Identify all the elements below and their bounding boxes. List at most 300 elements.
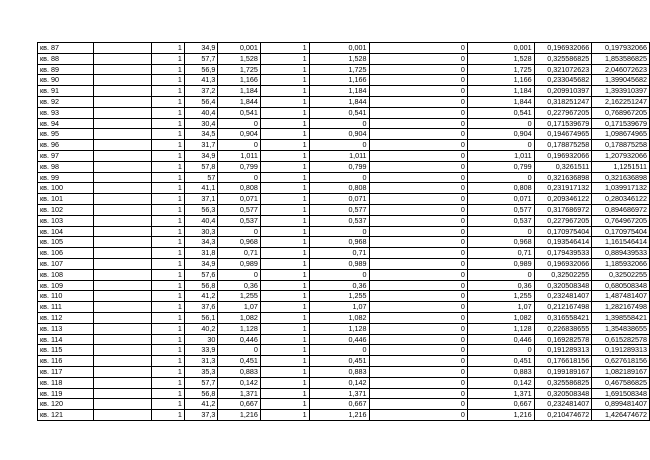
cell-val-a[interactable]: 0,904 <box>218 129 260 140</box>
cell-val-b[interactable]: 0 <box>309 269 369 280</box>
cell-val-a[interactable]: 0,799 <box>218 161 260 172</box>
cell-total[interactable]: 0,889439533 <box>592 248 650 259</box>
cell-blank[interactable] <box>94 345 151 356</box>
cell-apartment[interactable]: кв. 120 <box>38 399 94 410</box>
cell-val-d[interactable]: 1,528 <box>467 53 534 64</box>
cell-val-a[interactable]: 1,216 <box>218 410 260 421</box>
cell-val-b[interactable]: 0,883 <box>309 366 369 377</box>
cell-total[interactable]: 1,691508348 <box>592 388 650 399</box>
cell-val-b[interactable]: 0,577 <box>309 204 369 215</box>
cell-total[interactable]: 0,197932066 <box>592 43 650 54</box>
cell-val-c[interactable]: 0 <box>369 399 467 410</box>
cell-count[interactable]: 1 <box>151 75 184 86</box>
cell-share[interactable]: 0,171539679 <box>534 118 592 129</box>
cell-share[interactable]: 0,318251247 <box>534 96 592 107</box>
cell-share[interactable]: 0,226838655 <box>534 323 592 334</box>
cell-apartment[interactable]: кв. 99 <box>38 172 94 183</box>
cell-apartment[interactable]: кв. 97 <box>38 150 94 161</box>
cell-total[interactable]: 1,039917132 <box>592 183 650 194</box>
cell-blank[interactable] <box>94 258 151 269</box>
cell-count[interactable]: 1 <box>151 194 184 205</box>
cell-count[interactable]: 1 <box>151 215 184 226</box>
cell-blank[interactable] <box>94 226 151 237</box>
cell-apartment[interactable]: кв. 101 <box>38 194 94 205</box>
cell-val-b[interactable]: 0,71 <box>309 248 369 259</box>
cell-val-d[interactable]: 0,968 <box>467 237 534 248</box>
cell-val-c[interactable]: 0 <box>369 96 467 107</box>
cell-total[interactable]: 0,280346122 <box>592 194 650 205</box>
cell-area[interactable]: 31,3 <box>184 356 218 367</box>
cell-val-c[interactable]: 0 <box>369 258 467 269</box>
cell-count[interactable]: 1 <box>151 183 184 194</box>
cell-area[interactable]: 37,3 <box>184 410 218 421</box>
cell-blank[interactable] <box>94 280 151 291</box>
cell-blank[interactable] <box>94 150 151 161</box>
cell-count[interactable]: 1 <box>151 280 184 291</box>
cell-apartment[interactable]: кв. 90 <box>38 75 94 86</box>
cell-coef[interactable]: 1 <box>260 388 309 399</box>
cell-coef[interactable]: 1 <box>260 302 309 313</box>
cell-coef[interactable]: 1 <box>260 53 309 64</box>
cell-count[interactable]: 1 <box>151 226 184 237</box>
cell-share[interactable]: 0,169282578 <box>534 334 592 345</box>
cell-val-a[interactable]: 1,725 <box>218 64 260 75</box>
cell-val-b[interactable]: 1,128 <box>309 323 369 334</box>
cell-total[interactable]: 0,32502255 <box>592 269 650 280</box>
cell-val-d[interactable]: 0,446 <box>467 334 534 345</box>
cell-apartment[interactable]: кв. 92 <box>38 96 94 107</box>
cell-val-c[interactable]: 0 <box>369 129 467 140</box>
cell-val-d[interactable]: 1,255 <box>467 291 534 302</box>
cell-val-a[interactable]: 0 <box>218 226 260 237</box>
cell-coef[interactable]: 1 <box>260 194 309 205</box>
cell-val-b[interactable]: 0,36 <box>309 280 369 291</box>
cell-area[interactable]: 34,9 <box>184 258 218 269</box>
cell-val-c[interactable]: 0 <box>369 366 467 377</box>
cell-count[interactable]: 1 <box>151 291 184 302</box>
cell-total[interactable]: 0,467586825 <box>592 377 650 388</box>
cell-val-c[interactable]: 0 <box>369 118 467 129</box>
cell-area[interactable]: 57 <box>184 172 218 183</box>
cell-blank[interactable] <box>94 237 151 248</box>
cell-count[interactable]: 1 <box>151 312 184 323</box>
cell-blank[interactable] <box>94 291 151 302</box>
cell-coef[interactable]: 1 <box>260 172 309 183</box>
cell-area[interactable]: 57,7 <box>184 53 218 64</box>
cell-blank[interactable] <box>94 204 151 215</box>
cell-blank[interactable] <box>94 129 151 140</box>
cell-share[interactable]: 0,210474672 <box>534 410 592 421</box>
cell-count[interactable]: 1 <box>151 388 184 399</box>
cell-val-a[interactable]: 0,71 <box>218 248 260 259</box>
cell-apartment[interactable]: кв. 109 <box>38 280 94 291</box>
cell-val-c[interactable]: 0 <box>369 204 467 215</box>
cell-total[interactable]: 0,680508348 <box>592 280 650 291</box>
cell-count[interactable]: 1 <box>151 366 184 377</box>
cell-count[interactable]: 1 <box>151 107 184 118</box>
cell-total[interactable]: 1,354838655 <box>592 323 650 334</box>
cell-apartment[interactable]: кв. 112 <box>38 312 94 323</box>
cell-share[interactable]: 0,199189167 <box>534 366 592 377</box>
cell-val-a[interactable]: 0,968 <box>218 237 260 248</box>
cell-val-b[interactable]: 0,989 <box>309 258 369 269</box>
cell-share[interactable]: 0,170975404 <box>534 226 592 237</box>
cell-val-a[interactable]: 0 <box>218 140 260 151</box>
cell-val-b[interactable]: 0 <box>309 140 369 151</box>
cell-blank[interactable] <box>94 118 151 129</box>
cell-coef[interactable]: 1 <box>260 312 309 323</box>
cell-total[interactable]: 0,615282578 <box>592 334 650 345</box>
cell-val-b[interactable]: 0,667 <box>309 399 369 410</box>
cell-total[interactable]: 2,162251247 <box>592 96 650 107</box>
cell-blank[interactable] <box>94 269 151 280</box>
cell-coef[interactable]: 1 <box>260 345 309 356</box>
cell-val-d[interactable]: 0,071 <box>467 194 534 205</box>
cell-val-a[interactable]: 0,883 <box>218 366 260 377</box>
cell-val-d[interactable]: 1,725 <box>467 64 534 75</box>
cell-val-c[interactable]: 0 <box>369 345 467 356</box>
cell-val-d[interactable]: 0,537 <box>467 215 534 226</box>
cell-count[interactable]: 1 <box>151 356 184 367</box>
cell-coef[interactable]: 1 <box>260 334 309 345</box>
cell-apartment[interactable]: кв. 103 <box>38 215 94 226</box>
cell-coef[interactable]: 1 <box>260 377 309 388</box>
cell-blank[interactable] <box>94 248 151 259</box>
cell-share[interactable]: 0,233045682 <box>534 75 592 86</box>
cell-apartment[interactable]: кв. 115 <box>38 345 94 356</box>
cell-total[interactable]: 1,426474672 <box>592 410 650 421</box>
cell-val-a[interactable]: 0 <box>218 118 260 129</box>
cell-apartment[interactable]: кв. 116 <box>38 356 94 367</box>
cell-val-a[interactable]: 1,528 <box>218 53 260 64</box>
cell-area[interactable]: 30,3 <box>184 226 218 237</box>
cell-val-b[interactable]: 0,451 <box>309 356 369 367</box>
cell-val-b[interactable]: 1,082 <box>309 312 369 323</box>
cell-apartment[interactable]: кв. 88 <box>38 53 94 64</box>
cell-blank[interactable] <box>94 323 151 334</box>
cell-val-c[interactable]: 0 <box>369 161 467 172</box>
cell-area[interactable]: 40,2 <box>184 323 218 334</box>
cell-count[interactable]: 1 <box>151 53 184 64</box>
cell-count[interactable]: 1 <box>151 377 184 388</box>
cell-val-a[interactable]: 0 <box>218 269 260 280</box>
cell-share[interactable]: 0,227967205 <box>534 107 592 118</box>
cell-apartment[interactable]: кв. 94 <box>38 118 94 129</box>
cell-share[interactable]: 0,194674965 <box>534 129 592 140</box>
cell-blank[interactable] <box>94 302 151 313</box>
cell-val-d[interactable]: 1,371 <box>467 388 534 399</box>
cell-apartment[interactable]: кв. 117 <box>38 366 94 377</box>
cell-val-a[interactable]: 1,128 <box>218 323 260 334</box>
cell-val-a[interactable]: 1,371 <box>218 388 260 399</box>
cell-total[interactable]: 1,207932066 <box>592 150 650 161</box>
cell-share[interactable]: 0,178875258 <box>534 140 592 151</box>
cell-val-c[interactable]: 0 <box>369 377 467 388</box>
cell-total[interactable]: 0,899481407 <box>592 399 650 410</box>
cell-count[interactable]: 1 <box>151 150 184 161</box>
cell-val-b[interactable]: 0,142 <box>309 377 369 388</box>
cell-coef[interactable]: 1 <box>260 258 309 269</box>
cell-coef[interactable]: 1 <box>260 96 309 107</box>
cell-val-a[interactable]: 1,166 <box>218 75 260 86</box>
cell-val-a[interactable]: 0,577 <box>218 204 260 215</box>
cell-val-c[interactable]: 0 <box>369 194 467 205</box>
cell-val-b[interactable]: 0 <box>309 345 369 356</box>
cell-apartment[interactable]: кв. 107 <box>38 258 94 269</box>
cell-count[interactable]: 1 <box>151 302 184 313</box>
cell-share[interactable]: 0,325586825 <box>534 53 592 64</box>
cell-val-d[interactable]: 1,844 <box>467 96 534 107</box>
cell-val-b[interactable]: 1,216 <box>309 410 369 421</box>
cell-apartment[interactable]: кв. 93 <box>38 107 94 118</box>
cell-total[interactable]: 0,191289313 <box>592 345 650 356</box>
cell-val-b[interactable]: 1,011 <box>309 150 369 161</box>
cell-coef[interactable]: 1 <box>260 215 309 226</box>
cell-val-c[interactable]: 0 <box>369 172 467 183</box>
cell-share[interactable]: 0,176618156 <box>534 356 592 367</box>
cell-share[interactable]: 0,320508348 <box>534 388 592 399</box>
cell-coef[interactable]: 1 <box>260 269 309 280</box>
cell-coef[interactable]: 1 <box>260 399 309 410</box>
cell-area[interactable]: 56,3 <box>184 204 218 215</box>
cell-val-d[interactable]: 0 <box>467 269 534 280</box>
cell-count[interactable]: 1 <box>151 140 184 151</box>
cell-apartment[interactable]: кв. 104 <box>38 226 94 237</box>
cell-total[interactable]: 0,178875258 <box>592 140 650 151</box>
cell-count[interactable]: 1 <box>151 269 184 280</box>
cell-val-a[interactable]: 0,451 <box>218 356 260 367</box>
cell-total[interactable]: 1,098674965 <box>592 129 650 140</box>
cell-total[interactable]: 1,161546414 <box>592 237 650 248</box>
cell-val-d[interactable]: 0,799 <box>467 161 534 172</box>
cell-coef[interactable]: 1 <box>260 291 309 302</box>
cell-apartment[interactable]: кв. 119 <box>38 388 94 399</box>
cell-total[interactable]: 1,082189167 <box>592 366 650 377</box>
cell-share[interactable]: 0,193546414 <box>534 237 592 248</box>
cell-area[interactable]: 33,9 <box>184 345 218 356</box>
cell-count[interactable]: 1 <box>151 248 184 259</box>
cell-val-b[interactable]: 1,184 <box>309 86 369 97</box>
cell-val-c[interactable]: 0 <box>369 388 467 399</box>
cell-val-a[interactable]: 0,537 <box>218 215 260 226</box>
cell-apartment[interactable]: кв. 121 <box>38 410 94 421</box>
cell-total[interactable]: 2,046072623 <box>592 64 650 75</box>
cell-coef[interactable]: 1 <box>260 280 309 291</box>
cell-count[interactable]: 1 <box>151 258 184 269</box>
cell-val-b[interactable]: 0,071 <box>309 194 369 205</box>
cell-count[interactable]: 1 <box>151 96 184 107</box>
cell-val-d[interactable]: 1,07 <box>467 302 534 313</box>
cell-val-a[interactable]: 1,07 <box>218 302 260 313</box>
cell-apartment[interactable]: кв. 110 <box>38 291 94 302</box>
cell-apartment[interactable]: кв. 100 <box>38 183 94 194</box>
cell-count[interactable]: 1 <box>151 204 184 215</box>
cell-count[interactable]: 1 <box>151 334 184 345</box>
cell-share[interactable]: 0,191289313 <box>534 345 592 356</box>
cell-val-b[interactable]: 0 <box>309 118 369 129</box>
cell-val-d[interactable]: 0,71 <box>467 248 534 259</box>
cell-val-b[interactable]: 0 <box>309 226 369 237</box>
cell-area[interactable]: 37,1 <box>184 194 218 205</box>
cell-val-d[interactable]: 1,128 <box>467 323 534 334</box>
cell-val-b[interactable]: 1,844 <box>309 96 369 107</box>
cell-val-a[interactable]: 1,082 <box>218 312 260 323</box>
cell-val-b[interactable]: 1,166 <box>309 75 369 86</box>
cell-val-b[interactable]: 1,07 <box>309 302 369 313</box>
cell-val-d[interactable]: 0,667 <box>467 399 534 410</box>
cell-share[interactable]: 0,320508348 <box>534 280 592 291</box>
cell-coef[interactable]: 1 <box>260 75 309 86</box>
cell-val-b[interactable]: 0,541 <box>309 107 369 118</box>
cell-share[interactable]: 0,227967205 <box>534 215 592 226</box>
cell-coef[interactable]: 1 <box>260 323 309 334</box>
cell-share[interactable]: 0,179439533 <box>534 248 592 259</box>
cell-total[interactable]: 0,170975404 <box>592 226 650 237</box>
cell-blank[interactable] <box>94 172 151 183</box>
cell-val-c[interactable]: 0 <box>369 248 467 259</box>
cell-area[interactable]: 37,6 <box>184 302 218 313</box>
cell-apartment[interactable]: кв. 113 <box>38 323 94 334</box>
cell-share[interactable]: 0,316558421 <box>534 312 592 323</box>
cell-share[interactable]: 0,232481407 <box>534 399 592 410</box>
cell-coef[interactable]: 1 <box>260 226 309 237</box>
cell-val-b[interactable]: 1,371 <box>309 388 369 399</box>
cell-area[interactable]: 40,4 <box>184 107 218 118</box>
cell-total[interactable]: 1,282167498 <box>592 302 650 313</box>
cell-share[interactable]: 0,32502255 <box>534 269 592 280</box>
cell-val-b[interactable]: 0,001 <box>309 43 369 54</box>
cell-val-d[interactable]: 0 <box>467 118 534 129</box>
cell-val-a[interactable]: 0,071 <box>218 194 260 205</box>
cell-area[interactable]: 31,8 <box>184 248 218 259</box>
cell-coef[interactable]: 1 <box>260 410 309 421</box>
cell-val-d[interactable]: 0,883 <box>467 366 534 377</box>
cell-apartment[interactable]: кв. 102 <box>38 204 94 215</box>
cell-count[interactable]: 1 <box>151 399 184 410</box>
cell-val-b[interactable]: 0,808 <box>309 183 369 194</box>
cell-val-c[interactable]: 0 <box>369 237 467 248</box>
cell-area[interactable]: 57,7 <box>184 377 218 388</box>
cell-coef[interactable]: 1 <box>260 161 309 172</box>
cell-area[interactable]: 34,9 <box>184 43 218 54</box>
cell-val-a[interactable]: 0,541 <box>218 107 260 118</box>
cell-apartment[interactable]: кв. 111 <box>38 302 94 313</box>
cell-blank[interactable] <box>94 377 151 388</box>
cell-total[interactable]: 0,321636898 <box>592 172 650 183</box>
cell-share[interactable]: 0,321072623 <box>534 64 592 75</box>
cell-val-c[interactable]: 0 <box>369 75 467 86</box>
cell-val-c[interactable]: 0 <box>369 226 467 237</box>
cell-count[interactable]: 1 <box>151 172 184 183</box>
cell-val-d[interactable]: 0 <box>467 226 534 237</box>
cell-area[interactable]: 41,3 <box>184 75 218 86</box>
cell-val-d[interactable]: 1,184 <box>467 86 534 97</box>
cell-val-d[interactable]: 1,082 <box>467 312 534 323</box>
cell-blank[interactable] <box>94 399 151 410</box>
cell-val-a[interactable]: 0,667 <box>218 399 260 410</box>
cell-share[interactable]: 0,196932066 <box>534 258 592 269</box>
cell-val-d[interactable]: 1,011 <box>467 150 534 161</box>
cell-val-b[interactable]: 0,968 <box>309 237 369 248</box>
cell-blank[interactable] <box>94 161 151 172</box>
cell-val-d[interactable]: 0,989 <box>467 258 534 269</box>
cell-coef[interactable]: 1 <box>260 118 309 129</box>
cell-val-b[interactable]: 0 <box>309 172 369 183</box>
cell-coef[interactable]: 1 <box>260 129 309 140</box>
cell-val-d[interactable]: 0 <box>467 345 534 356</box>
cell-blank[interactable] <box>94 194 151 205</box>
cell-blank[interactable] <box>94 388 151 399</box>
cell-coef[interactable]: 1 <box>260 248 309 259</box>
cell-apartment[interactable]: кв. 89 <box>38 64 94 75</box>
cell-coef[interactable]: 1 <box>260 366 309 377</box>
cell-blank[interactable] <box>94 312 151 323</box>
cell-coef[interactable]: 1 <box>260 183 309 194</box>
cell-blank[interactable] <box>94 43 151 54</box>
cell-total[interactable]: 0,894686972 <box>592 204 650 215</box>
cell-val-c[interactable]: 0 <box>369 107 467 118</box>
cell-val-c[interactable]: 0 <box>369 86 467 97</box>
cell-coef[interactable]: 1 <box>260 356 309 367</box>
cell-val-a[interactable]: 0,142 <box>218 377 260 388</box>
cell-area[interactable]: 30 <box>184 334 218 345</box>
cell-val-d[interactable]: 0,451 <box>467 356 534 367</box>
cell-val-c[interactable]: 0 <box>369 356 467 367</box>
cell-area[interactable]: 56,1 <box>184 312 218 323</box>
cell-count[interactable]: 1 <box>151 118 184 129</box>
cell-share[interactable]: 0,325586825 <box>534 377 592 388</box>
cell-val-c[interactable]: 0 <box>369 183 467 194</box>
cell-val-c[interactable]: 0 <box>369 312 467 323</box>
cell-share[interactable]: 0,212167498 <box>534 302 592 313</box>
cell-val-d[interactable]: 1,166 <box>467 75 534 86</box>
cell-coef[interactable]: 1 <box>260 43 309 54</box>
cell-area[interactable]: 56,9 <box>184 64 218 75</box>
cell-total[interactable]: 0,627618156 <box>592 356 650 367</box>
cell-blank[interactable] <box>94 75 151 86</box>
cell-total[interactable]: 1,853586825 <box>592 53 650 64</box>
cell-area[interactable]: 34,3 <box>184 237 218 248</box>
cell-blank[interactable] <box>94 96 151 107</box>
cell-blank[interactable] <box>94 86 151 97</box>
cell-val-a[interactable]: 1,844 <box>218 96 260 107</box>
cell-val-c[interactable]: 0 <box>369 43 467 54</box>
cell-val-a[interactable]: 0,446 <box>218 334 260 345</box>
cell-blank[interactable] <box>94 140 151 151</box>
cell-val-c[interactable]: 0 <box>369 64 467 75</box>
cell-apartment[interactable]: кв. 118 <box>38 377 94 388</box>
cell-val-c[interactable]: 0 <box>369 215 467 226</box>
cell-count[interactable]: 1 <box>151 345 184 356</box>
cell-apartment[interactable]: кв. 95 <box>38 129 94 140</box>
cell-blank[interactable] <box>94 410 151 421</box>
cell-val-a[interactable]: 0,808 <box>218 183 260 194</box>
cell-blank[interactable] <box>94 107 151 118</box>
cell-area[interactable]: 34,5 <box>184 129 218 140</box>
cell-total[interactable]: 1,185932066 <box>592 258 650 269</box>
cell-total[interactable]: 1,1251511 <box>592 161 650 172</box>
cell-val-b[interactable]: 0,904 <box>309 129 369 140</box>
cell-blank[interactable] <box>94 366 151 377</box>
cell-coef[interactable]: 1 <box>260 140 309 151</box>
cell-area[interactable]: 56,8 <box>184 280 218 291</box>
cell-blank[interactable] <box>94 215 151 226</box>
cell-val-c[interactable]: 0 <box>369 291 467 302</box>
cell-count[interactable]: 1 <box>151 64 184 75</box>
cell-coef[interactable]: 1 <box>260 107 309 118</box>
cell-val-b[interactable]: 1,528 <box>309 53 369 64</box>
cell-area[interactable]: 57,8 <box>184 161 218 172</box>
